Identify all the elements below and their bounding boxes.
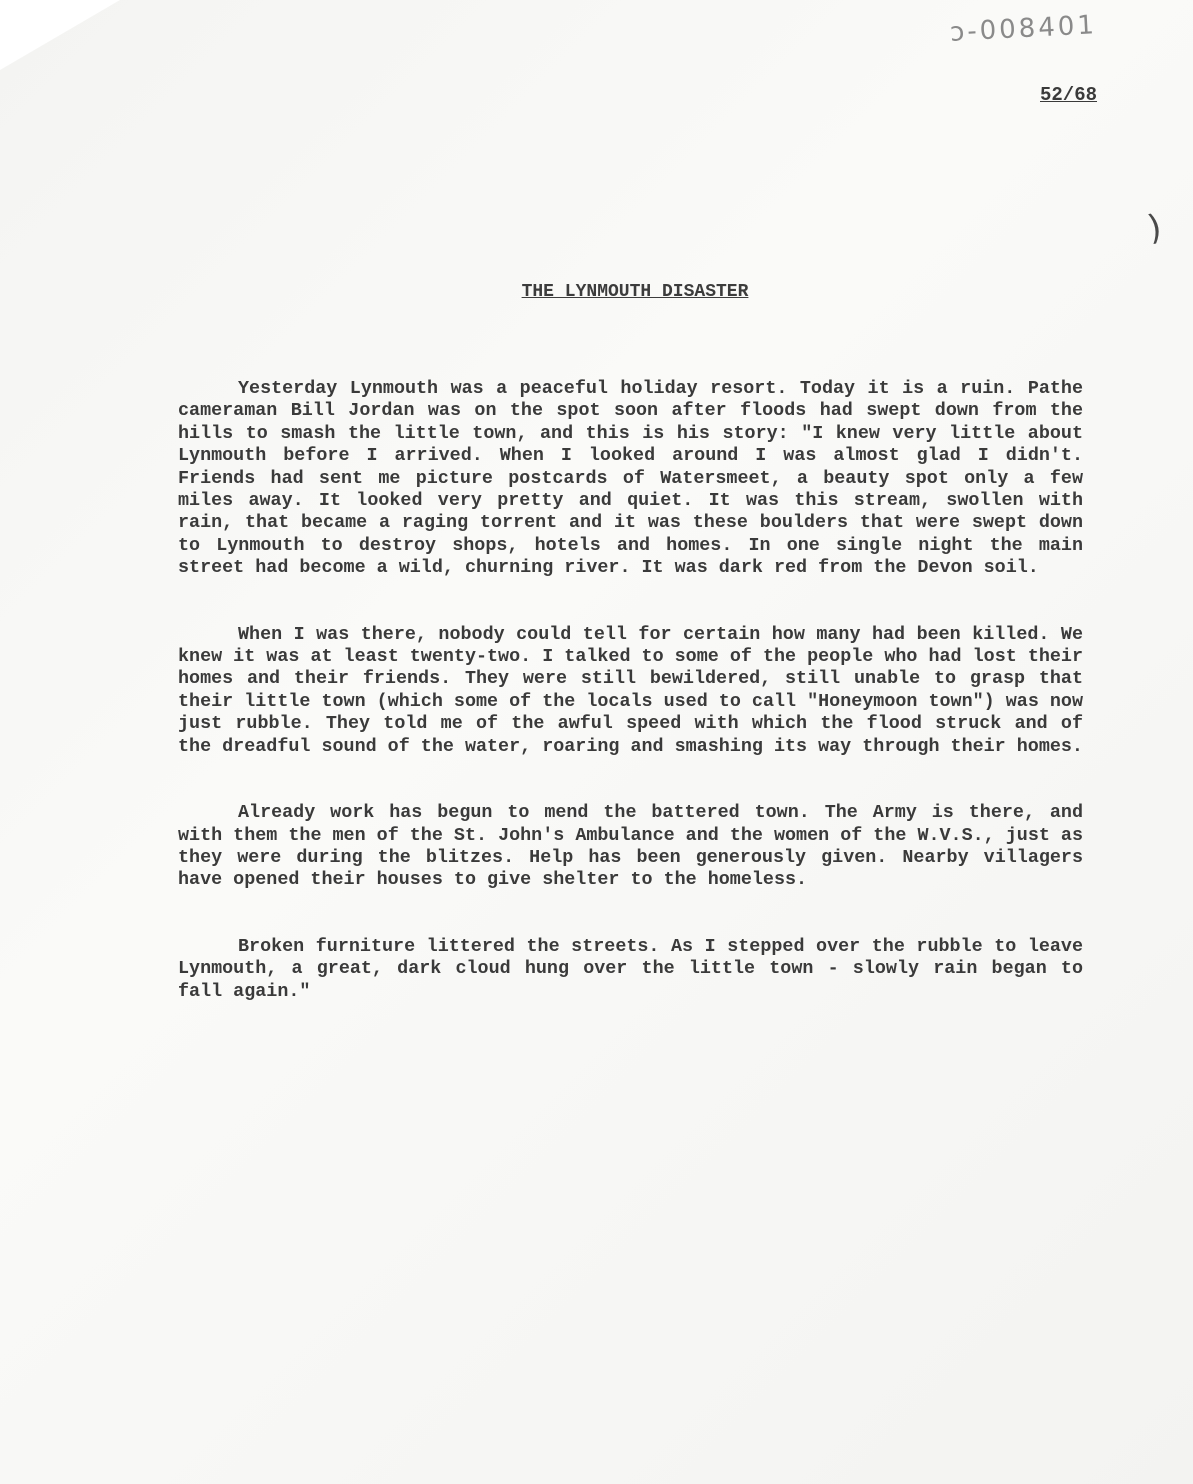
- document-title: THE LYNMOUTH DISASTER: [521, 282, 749, 302]
- paragraph-3: Already work has begun to mend the battered town. The Army is there, and with them the men of the St. John's Ambulance and the women of the W.V.S., just as they were during the blitzes. Help has been generously given. Nearby villagers have opened their houses to give shelter to the homeless.: [178, 802, 1083, 891]
- handwritten-reference-number: ɔ-008401: [949, 10, 1098, 48]
- page-number: 52/68: [1040, 84, 1098, 106]
- paragraph-2: When I was there, nobody could tell for certain how many had been killed. We knew it was at least twenty-two. I talked to some of the people who had lost their homes and their friends. They were still bewildered, still unable to grasp that their little town (which some of the locals used to call "Honeymoon town") was now just rubble. They told me of the awful speed with which the flood struck and of the dreadful sound of the water, roaring and smashing its way through their homes.: [178, 623, 1083, 757]
- margin-bracket-mark: ): [1144, 207, 1165, 249]
- paragraph-4: Broken furniture littered the streets. As I stepped over the rubble to leave Lynmouth, a great, dark cloud hung over the little town - slowly rain began to fall again.": [178, 935, 1083, 1002]
- folded-corner: [0, 0, 120, 70]
- document-body: [178, 378, 1083, 1047]
- paragraph-1: Yesterday Lynmouth was a peaceful holiday resort. Today it is a ruin. Pathe cameraman Bill Jordan was on the spot soon after floods had swept down from the hills to smash the little town, and this is his story: "I knew very little about Lynmouth before I arrived. When I looked around I was almost glad I didn't. Friends had sent me picture postcards of Watersmeet, a beauty spot only a few miles away. It looked very pretty and quiet. It was this stream, swollen with rain, that became a raging torrent and it was these boulders that were swept down to Lynmouth to destroy shops, hotels and homes. In one single night the main street had become a wild, churning river. It was dark red from the Devon soil.: [178, 378, 1083, 579]
